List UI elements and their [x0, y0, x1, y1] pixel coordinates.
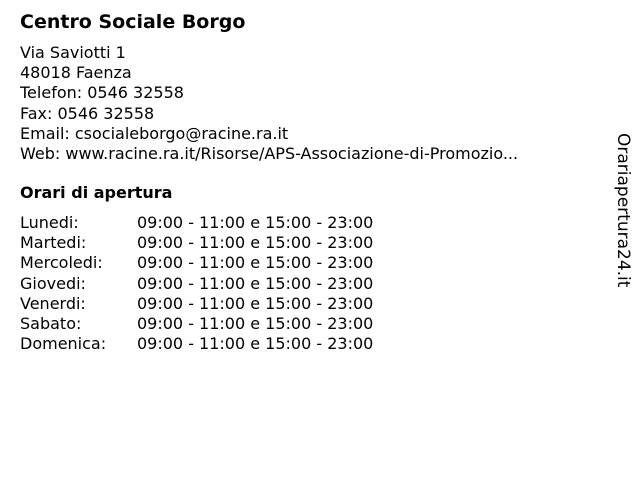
phone-text: Telefon: 0546 32558	[20, 83, 184, 103]
day-label: Lunedi:	[20, 213, 79, 232]
hours-value: 09:00 - 11:00 e 15:00 - 23:00	[137, 314, 374, 334]
hours-row-sunday	[20, 334, 373, 354]
hours-value: 09:00 - 11:00 e 15:00 - 23:00	[137, 253, 374, 273]
hours-row-saturday	[20, 314, 373, 334]
hours-row-wednesday	[20, 253, 373, 273]
address-street: Via Saviotti 1	[20, 43, 126, 62]
opening-hours-title: Orari di apertura	[20, 183, 173, 202]
opening-hours-list	[20, 213, 373, 354]
place-info	[20, 43, 518, 164]
hours-value: 09:00 - 11:00 e 15:00 - 23:00	[137, 233, 374, 253]
day-label: Domenica:	[20, 334, 107, 354]
day-label: Mercoledi:	[20, 253, 103, 273]
hours-row-tuesday	[20, 233, 373, 253]
place-title: Centro Sociale Borgo	[20, 11, 246, 33]
hours-value: 09:00 - 11:00 e 15:00 - 23:00	[137, 293, 374, 313]
address-city: 48018 Faenza	[20, 63, 132, 83]
day-label: Martedi:	[20, 233, 87, 253]
email-text: Email: csocialeborgo@racine.ra.it	[20, 123, 289, 143]
hours-value: 09:00 - 11:00 e 15:00 - 23:00	[137, 334, 374, 354]
hours-row-monday	[20, 213, 373, 233]
hours-row-thursday	[20, 274, 373, 294]
hours-value: 09:00 - 11:00 e 15:00 - 23:00	[137, 213, 374, 232]
fax-text: Fax: 0546 32558	[20, 103, 155, 123]
brand-watermark: Orariapertura24.it	[613, 133, 633, 288]
web-text: Web: www.racine.ra.it/Risorse/APS-Associazione-di-Promozio...	[20, 144, 519, 164]
day-label: Venerdi:	[20, 293, 86, 313]
day-label: Sabato:	[20, 314, 82, 334]
hours-row-friday	[20, 294, 373, 314]
hours-value: 09:00 - 11:00 e 15:00 - 23:00	[137, 273, 374, 293]
day-label: Giovedi:	[20, 273, 86, 293]
